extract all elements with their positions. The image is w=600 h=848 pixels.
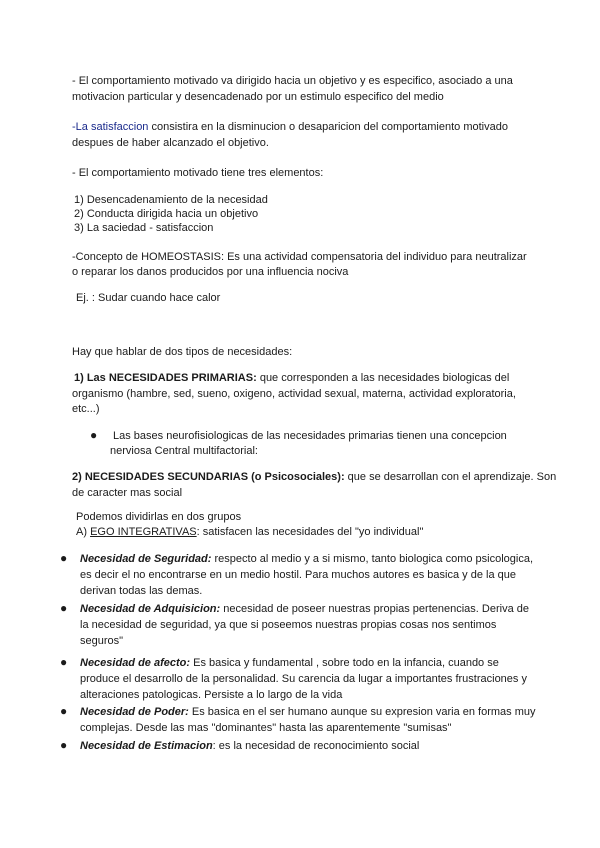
para-primarias-line2: organismo (hambre, sed, sueno, oxigeno, actividad sexual, materna, actividad exploratoria, xyxy=(72,388,516,400)
bullet-icon: ● xyxy=(60,655,68,669)
para-groups: Podemos dividirlas en dos grupos xyxy=(76,511,242,523)
bullet-icon: ● xyxy=(60,551,68,565)
need-adquisicion-line1 xyxy=(80,602,529,616)
need-adquisicion-line3: seguros" xyxy=(80,635,124,647)
primarias-title: 1) Las NECESIDADES PRIMARIAS: xyxy=(74,372,257,384)
para-example: Ej. : Sudar cuando hace calor xyxy=(76,292,221,304)
bullet-icon: ● xyxy=(90,428,98,442)
need-adquisicion-text: necesidad de poseer nuestras propias pertenencias. Deriva de xyxy=(220,603,529,615)
list-item: 3) La saciedad - satisfaccion xyxy=(74,222,214,234)
para-bases-line1: Las bases neurofisiologicas de las necesidades primarias tienen una concepcion xyxy=(113,430,507,442)
para-three-elements: - El comportamiento motivado tiene tres elementos: xyxy=(72,167,324,179)
need-estimacion-title: Necesidad de Estimacion xyxy=(80,740,213,752)
need-seguridad-line1 xyxy=(80,552,533,566)
group-a-prefix: A) xyxy=(76,526,91,538)
need-afecto-line3: alteraciones patologicas. Persiste a lo largo de la vida xyxy=(80,689,343,701)
need-poder-line2: complejas. Desde las mas "dominantes" hasta las aparentemente "sumisas" xyxy=(80,722,452,734)
need-afecto-title: Necesidad de afecto: xyxy=(80,657,191,669)
bullet-icon: ● xyxy=(60,601,68,615)
primarias-text: que corresponden a las necesidades biologicas del xyxy=(256,372,510,384)
para-satisfaction-line1 xyxy=(72,120,508,134)
need-seguridad-title: Necesidad de Seguridad: xyxy=(80,553,212,565)
para-ego-integrativas xyxy=(76,525,423,539)
para-homeostasis-line1: -Concepto de HOMEOSTASIS: Es una actividad compensatoria del individuo para neutralizar xyxy=(72,251,527,263)
para-secundarias-line2: de caracter mas social xyxy=(72,487,183,499)
need-seguridad-line2: es decir el no encontrarse en un medio hostil. Para muchos autores es basica y de la que xyxy=(80,569,516,581)
satisfaction-link[interactable]: -La satisfaccion xyxy=(72,121,149,133)
para-primarias-line1 xyxy=(74,371,509,385)
para-homeostasis-line2: o reparar los danos producidos por una influencia nociva xyxy=(72,266,349,278)
need-seguridad-text: respecto al medio y a si mismo, tanto biologica como psicologica, xyxy=(211,553,534,565)
satisfaction-text: consistira en la disminucion o desaparicion del comportamiento motivado xyxy=(148,121,508,133)
secundarias-title: 2) NECESIDADES SECUNDARIAS (o Psicosociales): xyxy=(72,471,345,483)
bullet-icon: ● xyxy=(60,704,68,718)
list-item: 2) Conducta dirigida hacia un objetivo xyxy=(74,208,259,220)
list-item: 1) Desencadenamiento de la necesidad xyxy=(74,194,268,206)
para-primarias-line3: etc...) xyxy=(72,403,100,415)
need-seguridad-line3: derivan todas las demas. xyxy=(80,585,203,597)
ego-integrativas-title: EGO INTEGRATIVAS xyxy=(90,526,197,538)
para-types-intro: Hay que hablar de dos tipos de necesidades: xyxy=(72,346,293,358)
need-poder-title: Necesidad de Poder: xyxy=(80,706,189,718)
need-estimacion-text: : es la necesidad de reconocimiento social xyxy=(212,740,420,752)
para-bases-line2: nerviosa Central multifactorial: xyxy=(110,445,258,457)
need-estimacion-line1 xyxy=(80,739,419,753)
para-satisfaction-line2: despues de haber alcanzado el objetivo. xyxy=(72,137,269,149)
para-motivated-behavior-line1: - El comportamiento motivado va dirigido hacia un objetivo y es especifico, asociado a una xyxy=(72,75,513,87)
need-afecto-line1 xyxy=(80,656,499,670)
need-adquisicion-line2: la necesidad de seguridad, ya que si poseemos nuestras propias cosas nos sentimos xyxy=(80,619,497,631)
need-poder-line1 xyxy=(80,705,536,719)
need-poder-text: Es basica en el ser humano aunque su expresion varia en formas muy xyxy=(188,706,536,718)
secundarias-text: que se desarrollan con el aprendizaje. Son xyxy=(344,471,557,483)
bullet-icon: ● xyxy=(60,738,68,752)
need-afecto-text: Es basica y fundamental , sobre todo en la infancia, cuando se xyxy=(190,657,499,669)
para-motivated-behavior-line2: motivacion particular y desencadenado por un estimulo especifico del medio xyxy=(72,91,444,103)
need-afecto-line2: produce el desarrollo de la personalidad. Su carencia da lugar a importantes frustraciones y xyxy=(80,673,527,685)
ego-integrativas-text: : satisfacen las necesidades del "yo individual" xyxy=(196,526,424,538)
need-adquisicion-title: Necesidad de Adquisicion: xyxy=(80,603,221,615)
para-secundarias-line1 xyxy=(72,470,556,484)
